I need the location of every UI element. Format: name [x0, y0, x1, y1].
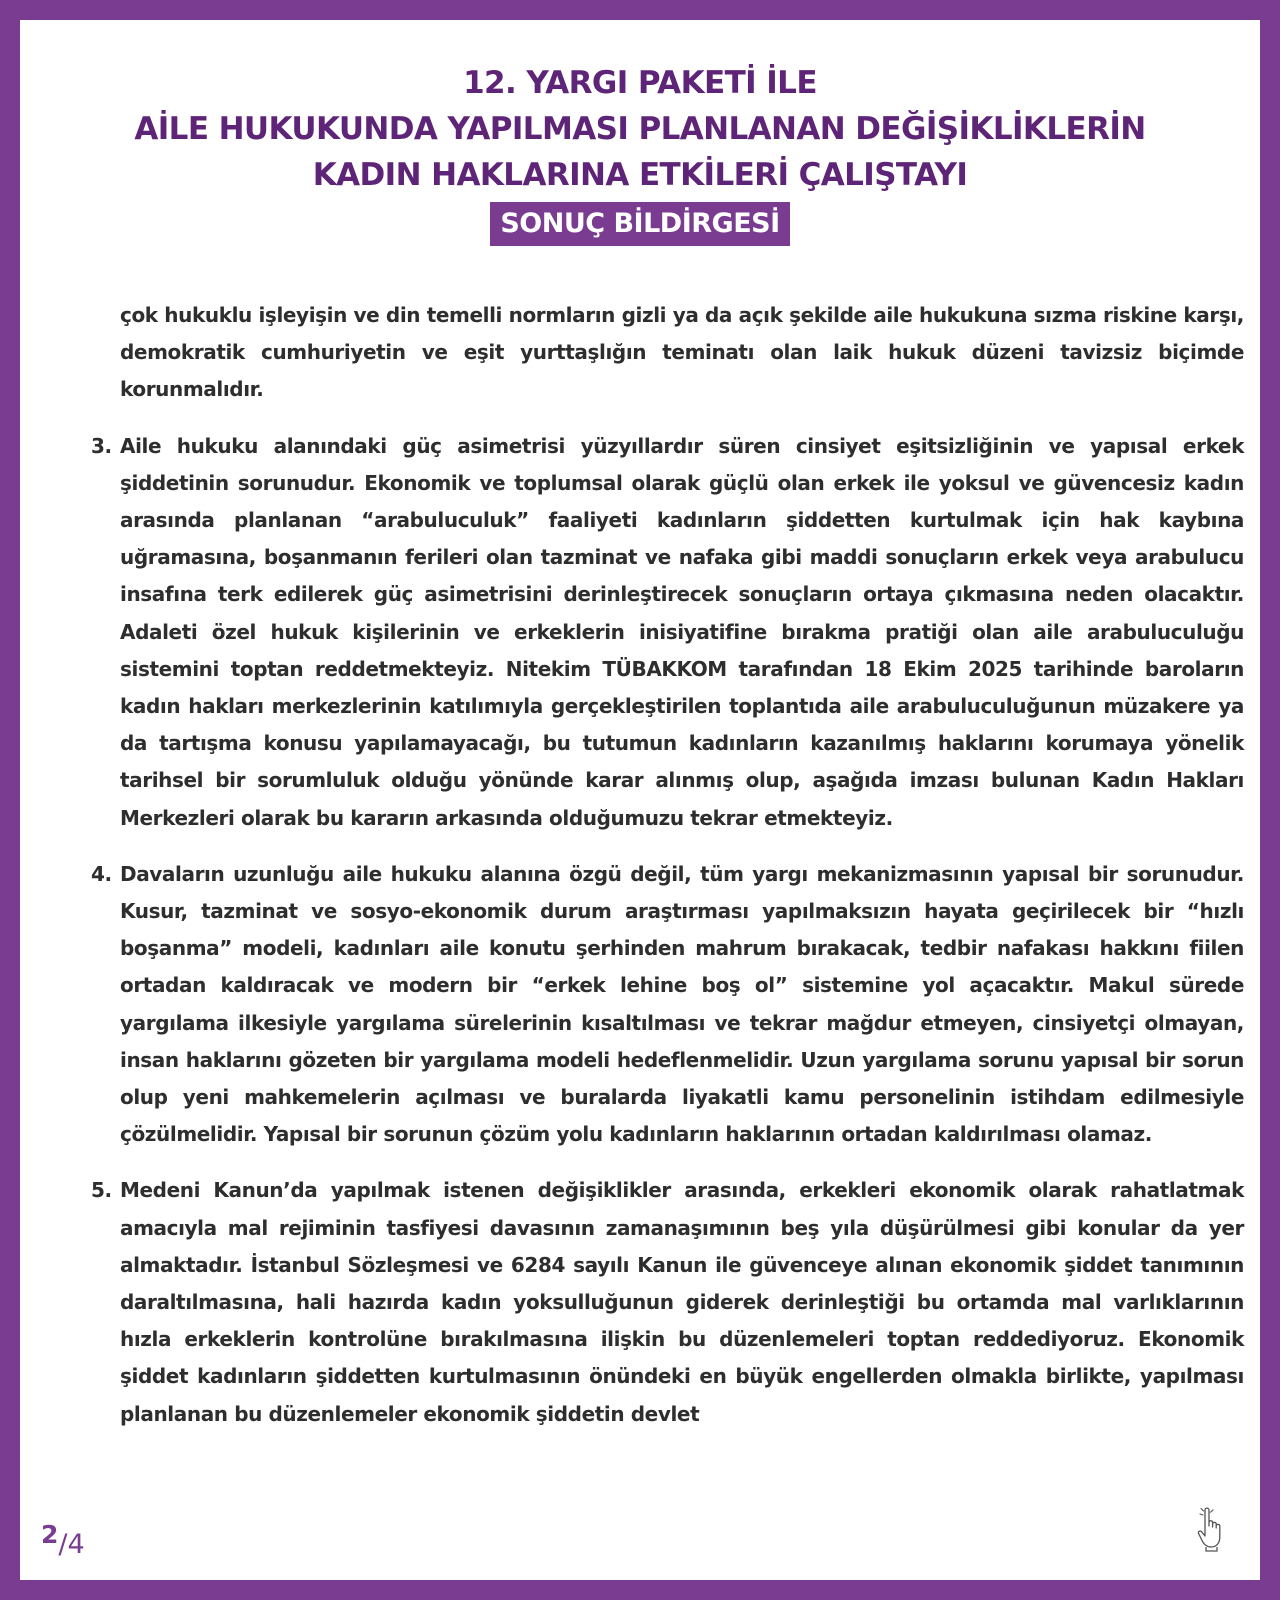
continuation-text: çok hukuklu işleyişin ve din temelli normların gizli ya da açık şekilde aile hukukuna sızma riskine karşı, demokratik cumhuriyetin ve eşit yurttaşlığın teminatı olan laik hukuk düzeni tavizsiz biçimde korunmalıdır.	[120, 303, 1244, 402]
page-current: 2	[41, 1520, 59, 1549]
item-text: Medeni Kanun’da yapılmak istenen değişiklikler arasında, erkekleri ekonomik olarak rahatlatmak amacıyla mal rejiminin tasfiyesi davasının zamanaşımının beş yıla düşürülmesi gibi konular da yer almaktadır. İstanbul Sözleşmesi ve 6284 sayılı Kanun ile güvenceye alınan ekonomik şiddet tanımının daraltılmasına, hali hazırda kadın yoksulluğunun giderek derinleştiği bu ortamda mal varlıklarının hızla erkeklerin kontrolüne bırakılmasına ilişkin bu düzenlemeleri toptan reddediyoruz. Ekonomik şiddet kadınların şiddetten kurtulmasının önündeki en büyük engellerden olmakla birlikte, yapılması planlanan bu düzenlemeler ekonomik şiddetin devlet	[120, 1178, 1244, 1426]
item-number: 3.	[91, 433, 112, 458]
page-total: /4	[58, 1529, 85, 1560]
document-header	[20, 60, 1260, 246]
title-line-3: KADIN HAKLARINA ETKİLERİ ÇALIŞTAYI	[312, 157, 968, 193]
title-line-1: 12. YARGI PAKETİ İLE	[463, 65, 817, 101]
list-item-4	[91, 856, 1244, 1154]
item-number: 4.	[91, 861, 112, 886]
continuation-paragraph	[120, 297, 1244, 409]
subtitle-badge: SONUÇ BİLDİRGESİ	[490, 202, 789, 246]
pointing-hand-icon[interactable]	[1197, 1506, 1227, 1552]
list-item-3	[91, 428, 1244, 837]
item-text: Davaların uzunluğu aile hukuku alanına özgü değil, tüm yargı mekanizmasının yapısal bir sorunudur. Kusur, tazminat ve sosyo-ekonomik durum araştırması yapılmaksızın hayata geçirilecek bir “hızlı boşanma” modeli, kadınları aile konutu şerhinden mahrum bırakacak, tedbir nafakası hakkını fiilen ortadan kaldıracak ve modern bir “erkek lehine boş ol” sistemine yol açacaktır. Makul sürede yargılama ilkesiyle yargılama sürelerinin kısaltılması ve tekrar mağdur etmeyen, cinsiyetçi olmayan, insan haklarını gözeten bir yargılama modeli hedeflenmelidir. Uzun yargılama sorunu yapısal bir sorun olup yeni mahkemelerin açılması ve buralarda liyakatli kamu personelinin istihdam edilmesiyle çözülmelidir. Yapısal bir sorunun çözüm yolu kadınların haklarının ortadan kaldırılması olamaz.	[120, 861, 1244, 1147]
title-line-2: AİLE HUKUKUNDA YAPILMASI PLANLANAN DEĞİŞİKLİKLERİN	[134, 111, 1146, 147]
page-indicator	[41, 1522, 85, 1558]
list-item-5	[91, 1172, 1244, 1432]
item-number: 5.	[91, 1178, 112, 1203]
document-body	[91, 297, 1244, 1452]
item-text: Aile hukuku alanındaki güç asimetrisi yüzyıllardır süren cinsiyet eşitsizliğinin ve yapısal erkek şiddetinin sorunudur. Ekonomik ve toplumsal olarak güçlü olan erkek ile yoksul ve güvencesiz kadın arasında planlanan “arabuluculuk” faaliyeti kadınların şiddetten kurtulmak için hak kaybına uğramasına, boşanmanın ferileri olan tazminat ve nafaka gibi maddi sonuçların erkek veya arabulucu insafına terk edilerek güç asimetrisini derinleştirecek sonuçların ortaya çıkmasına neden olacaktır. Adaleti özel hukuk kişilerinin ve erkeklerin inisiyatifine bırakma pratiği olan aile arabuluculuğu sistemini toptan reddetmekteyiz. Nitekim TÜBAKKOM tarafından 18 Ekim 2025 tarihinde baroların kadın hakları merkezlerinin katılımıyla gerçekleştirilen toplantıda aile arabuluculuğunun müzakere ya da tartışma konusu yapılamayacağı, bu tutumun kadınların kazanılmış haklarını korumaya yönelik tarihsel bir sorumluluk olduğu yönünde karar alınmış olup, aşağıda imzası bulunan Kadın Hakları Merkezleri olarak bu kararın arkasında olduğumuzu tekrar etmekteyiz.	[120, 433, 1244, 830]
